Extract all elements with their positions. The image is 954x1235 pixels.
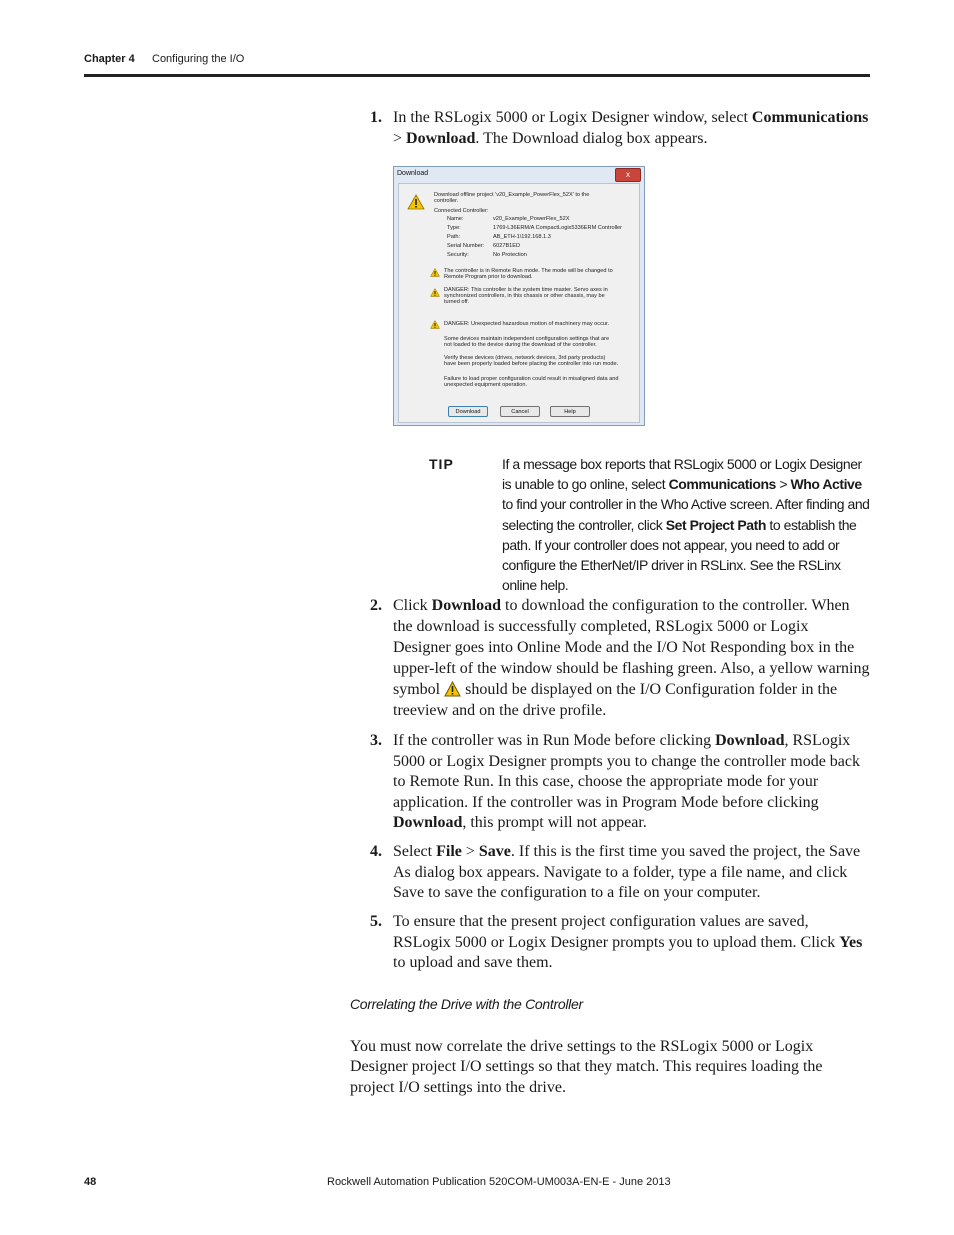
step-number: 2. [370,597,382,614]
step-text: In the RSLogix 5000 or Logix Designer window, select Communications > Download. The Download dialog box appears. [393,109,869,147]
download-button[interactable]: Download [448,406,488,417]
chapter-label: Chapter 4 [84,53,135,65]
warning-icon [407,194,425,210]
dialog-intro-line: controller. [434,198,459,204]
field-label: Serial Number: [447,243,485,249]
field-value: No Protection [493,252,527,258]
step-text: Select File > Save. If this is the first time you saved the project, the Save As dialog box appears. Navigate to a folder, type a file name, and click Save to save the configuration to a file on your computer. [393,843,861,901]
field-label: Path: [447,234,461,240]
step-number: 4. [370,843,382,860]
help-button[interactable]: Help [550,406,590,417]
dialog-body [398,183,640,423]
note-text: Failure to load proper configuration could result in misaligned data and [444,376,619,382]
field-label: Name: [447,216,464,222]
note-text: Some devices maintain independent configuration settings that are [444,336,610,342]
step-number: 5. [370,913,382,930]
field-label: Type: [447,225,461,231]
body-paragraph: You must now correlate the drive settings to the RSLogix 5000 or Logix Designer project I/O settings so that they match. This requires loading the project I/O settings into the drive. [350,1038,823,1096]
field-value: v20_Example_PowerFlex_52X [493,216,570,222]
field-value: 6027B1ED [493,243,521,249]
header-rule [84,74,870,77]
download-dialog [393,166,645,426]
warning-icon [444,681,461,697]
step-text: Click Download to download the configuration to the controller. When the download is successfully completed, RSLogix 5000 or Logix Designer goes into Online Mode and the I/O Not Responding box in the upper-left of the window should be flashing green. Also, a yellow warning symbol should be displayed on the I/O Configuration folder in the treeview and on the drive profile. [393,597,870,719]
warning-icon [430,268,440,277]
warning-text: turned off. [444,299,470,305]
warning-icon [430,320,440,329]
cancel-button[interactable]: Cancel [500,406,540,417]
step-4 [370,842,870,904]
field-value: AB_ETH-1\192.168.1.3 [493,234,551,240]
warning-text: DANGER: This controller is the system time master. Servo axes in [444,287,608,293]
warning-icon [430,288,440,297]
note-text: not loaded to the device during the download of the controller. [444,342,597,348]
dialog-intro-line: Download offline project 'v20_Example_PowerFlex_52X' to the [434,192,590,198]
tip-text: If a message box reports that RSLogix 5000 or Logix Designer is unable to go online, select Communications > Who Active to find your controller in the Who Active screen. After finding and selecting the controller, click Set Project Path to establish the path. If your controller does not appear, you need to add or configure the EtherNet/IP driver in RSLinx. See the RSLinx online help. [502,456,870,594]
warning-text: DANGER: Unexpected hazardous motion of machinery may occur. [444,321,610,327]
field-value: 1769-L36ERM/A CompactLogix5336ERM Controller [493,225,623,231]
warning-text: The controller is in Remote Run mode. The mode will be changed to [444,268,613,274]
warning-text: synchronized controllers, in this chassis or other chassis, may be [444,293,605,299]
tip-label: TIP [429,456,454,472]
note-text: have been properly loaded before placing the controller into run mode. [444,361,619,367]
warning-text: Remote Program prior to download. [444,274,533,280]
step-number: 3. [370,732,382,749]
step-3 [370,731,870,834]
dialog-titlebar [394,167,644,182]
connected-controller-label: Connected Controller: [434,208,489,214]
step-5 [370,912,870,974]
field-label: Security: [447,252,469,258]
note-text: Verify these devices (drives, network devices, 3rd party products) [444,355,606,361]
publication-info: Rockwell Automation Publication 520COM-UM003A-EN-E - June 2013 [327,1176,671,1188]
step-text: To ensure that the present project configuration values are saved, RSLogix 5000 or Logix Designer prompts you to upload them. Click Yes to upload and save them. [393,913,863,971]
step-text: If the controller was in Run Mode before clicking Download, RSLogix 5000 or Logix Designer prompts you to change the controller mode back to Remote Run. In this case, choose the appropriate mode for your application. If the controller was in Program Mode before clicking Download, this prompt will not appear. [393,732,860,831]
page-number: 48 [84,1176,97,1188]
note-text: unexpected equipment operation. [444,382,528,388]
step-1 [370,108,870,149]
step-2 [370,596,870,721]
step-number: 1. [370,109,382,126]
close-icon[interactable]: x [615,168,641,182]
section-heading: Correlating the Drive with the Controller [350,996,583,1012]
dialog-title: Download [397,170,429,177]
chapter-title: Configuring the I/O [152,53,245,65]
